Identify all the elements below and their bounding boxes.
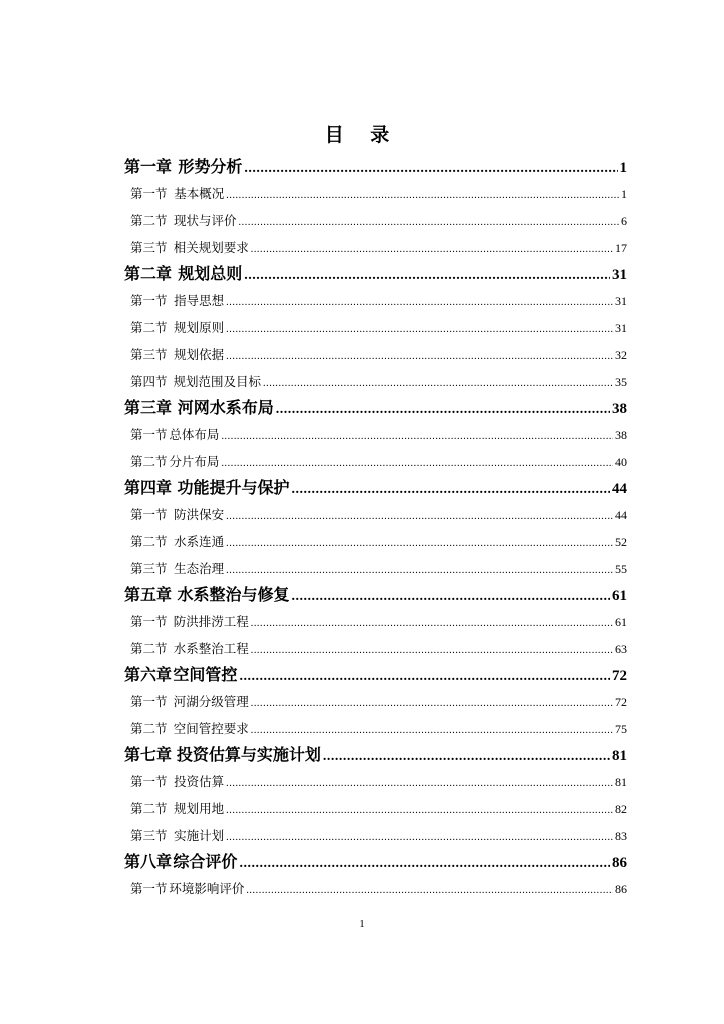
page-reference: 55 [615, 562, 627, 576]
dot-leader [226, 316, 613, 341]
toc-chapter-entry[interactable] [124, 582, 627, 608]
toc-chapter-entry[interactable] [124, 742, 627, 768]
toc-chapter-entry[interactable] [124, 261, 627, 287]
dot-leader [246, 877, 613, 902]
dot-leader [226, 530, 613, 555]
page-reference: 81 [615, 775, 627, 789]
dot-leader [239, 851, 610, 875]
dot-leader [244, 263, 610, 287]
chapter-title: 空间管控 [173, 665, 238, 684]
page-reference: 32 [615, 348, 627, 362]
chapter-number: 第三章 [124, 398, 173, 417]
chapter-number: 第七章 [124, 745, 173, 764]
dot-leader [291, 477, 610, 501]
dot-leader [263, 370, 613, 395]
section-title: 指导思想 [174, 293, 225, 308]
page-reference: 44 [612, 481, 627, 497]
page-reference: 35 [615, 375, 627, 389]
toc-section-entry[interactable] [124, 421, 627, 448]
section-title: 基本概况 [174, 186, 225, 201]
toc-section-entry[interactable] [124, 635, 627, 662]
page-reference: 72 [615, 695, 627, 709]
dot-leader [226, 503, 613, 528]
toc-section-entry[interactable] [124, 287, 627, 314]
section-number: 第四节 [130, 374, 168, 389]
chapter-number: 第四章 [124, 478, 173, 497]
section-number: 第一节 [130, 186, 168, 201]
dot-leader [251, 637, 613, 662]
page-reference: 83 [615, 829, 627, 843]
section-title: 水系连通 [174, 534, 225, 549]
toc-chapter-entry[interactable] [124, 154, 627, 180]
dot-leader [226, 797, 613, 822]
page-reference: 6 [621, 214, 627, 228]
chapter-title: 形势分析 [178, 157, 243, 176]
chapter-number: 第一章 [124, 157, 173, 176]
section-number: 第二节 [130, 213, 168, 228]
page-reference: 31 [615, 294, 627, 308]
chapter-number: 第二章 [124, 264, 173, 283]
section-number: 第三节 [130, 828, 168, 843]
page-reference: 72 [612, 668, 627, 684]
page-reference: 1 [619, 160, 627, 176]
toc-section-entry[interactable] [124, 207, 627, 234]
section-title: 空间管控要求 [173, 721, 249, 736]
page-reference: 61 [612, 588, 627, 604]
page-reference: 81 [612, 748, 627, 764]
section-title: 防洪排涝工程 [173, 614, 249, 629]
toc-section-entry[interactable] [124, 795, 627, 822]
section-number: 第一节 [130, 694, 168, 709]
dot-leader [226, 343, 613, 368]
section-title: 水系整治工程 [173, 641, 249, 656]
page-reference: 38 [615, 428, 627, 442]
toc-chapter-entry[interactable] [124, 849, 627, 875]
section-number: 第二节 [130, 641, 168, 656]
section-number: 第三节 [130, 240, 168, 255]
toc-section-entry[interactable] [124, 715, 627, 742]
toc-section-entry[interactable] [124, 341, 627, 368]
section-number: 第一节 [130, 614, 168, 629]
dot-leader [251, 690, 613, 715]
toc-section-entry[interactable] [124, 875, 627, 902]
section-title: 河湖分级管理 [173, 694, 249, 709]
chapter-number: 第六章 [124, 665, 173, 684]
section-title: 实施计划 [174, 828, 225, 843]
chapter-title: 功能提升与保护 [177, 478, 290, 497]
dot-leader [251, 717, 613, 742]
toc-section-entry[interactable] [124, 528, 627, 555]
section-title: 相关规划要求 [173, 240, 249, 255]
page-reference: 31 [612, 267, 627, 283]
dot-leader [226, 289, 613, 314]
page-reference: 75 [615, 722, 627, 736]
section-title: 总体布局 [169, 427, 220, 442]
page-reference: 17 [615, 241, 627, 255]
chapter-title: 水系整治与修复 [177, 585, 290, 604]
chapter-number: 第五章 [124, 585, 173, 604]
page-reference: 40 [615, 455, 627, 469]
dot-leader [221, 450, 613, 475]
section-title: 规划范围及目标 [173, 374, 262, 389]
dot-leader [244, 156, 617, 180]
toc-section-entry[interactable] [124, 314, 627, 341]
dot-leader [239, 209, 619, 234]
toc-chapter-entry[interactable] [124, 662, 627, 688]
dot-leader [226, 557, 613, 582]
dot-leader [291, 584, 610, 608]
toc-chapter-entry[interactable] [124, 395, 627, 421]
dot-leader [226, 824, 613, 849]
page-reference: 86 [612, 855, 627, 871]
page-reference: 1 [621, 187, 627, 201]
section-number: 第一节 [130, 507, 168, 522]
dot-leader [226, 182, 619, 207]
toc-section-entry[interactable] [124, 180, 627, 207]
dot-leader [323, 744, 610, 768]
dot-leader [239, 664, 610, 688]
page-reference: 44 [615, 508, 627, 522]
page-reference: 52 [615, 535, 627, 549]
section-number: 第一节 [130, 293, 168, 308]
page-reference: 82 [615, 802, 627, 816]
section-title: 分片布局 [169, 454, 220, 469]
section-title: 环境影响评价 [169, 881, 245, 896]
chapter-title: 综合评价 [173, 852, 238, 871]
dot-leader [251, 236, 613, 261]
section-number: 第二节 [130, 801, 168, 816]
table-of-contents [124, 154, 627, 902]
toc-chapter-entry[interactable] [124, 475, 627, 501]
toc-section-entry[interactable] [124, 822, 627, 849]
section-title: 投资估算 [174, 774, 225, 789]
page-reference: 61 [615, 615, 627, 629]
section-number: 第二节 [130, 454, 168, 469]
page-reference: 63 [615, 642, 627, 656]
section-number: 第一节 [130, 427, 168, 442]
section-title: 规划原则 [174, 320, 225, 335]
dot-leader [226, 770, 613, 795]
toc-heading: 目 录 [324, 124, 400, 146]
toc-section-entry[interactable] [124, 368, 627, 395]
toc-section-entry[interactable] [124, 448, 627, 475]
section-title: 防洪保安 [174, 507, 225, 522]
page-reference: 31 [615, 321, 627, 335]
section-number: 第三节 [130, 561, 168, 576]
toc-section-entry[interactable] [124, 234, 627, 261]
toc-section-entry[interactable] [124, 608, 627, 635]
chapter-title: 规划总则 [178, 264, 243, 283]
section-number: 第一节 [130, 774, 168, 789]
dot-leader [221, 423, 613, 448]
section-number: 第二节 [130, 721, 168, 736]
section-title: 规划依据 [174, 347, 225, 362]
toc-section-entry[interactable] [124, 768, 627, 795]
section-number: 第三节 [130, 347, 168, 362]
toc-section-entry[interactable] [124, 688, 627, 715]
section-number: 第二节 [130, 320, 168, 335]
toc-section-entry[interactable] [124, 555, 627, 582]
page-reference: 38 [612, 401, 627, 417]
section-title: 现状与评价 [174, 213, 237, 228]
chapter-number: 第八章 [124, 852, 173, 871]
section-number: 第二节 [130, 534, 168, 549]
section-number: 第一节 [130, 881, 168, 896]
toc-section-entry[interactable] [124, 501, 627, 528]
dot-leader [276, 397, 610, 421]
section-title: 规划用地 [174, 801, 225, 816]
page-number-footer: 1 [359, 918, 365, 930]
page-reference: 86 [615, 882, 627, 896]
chapter-title: 河网水系布局 [177, 398, 274, 417]
dot-leader [251, 610, 613, 635]
chapter-title: 投资估算与实施计划 [176, 745, 321, 764]
section-title: 生态治理 [174, 561, 225, 576]
